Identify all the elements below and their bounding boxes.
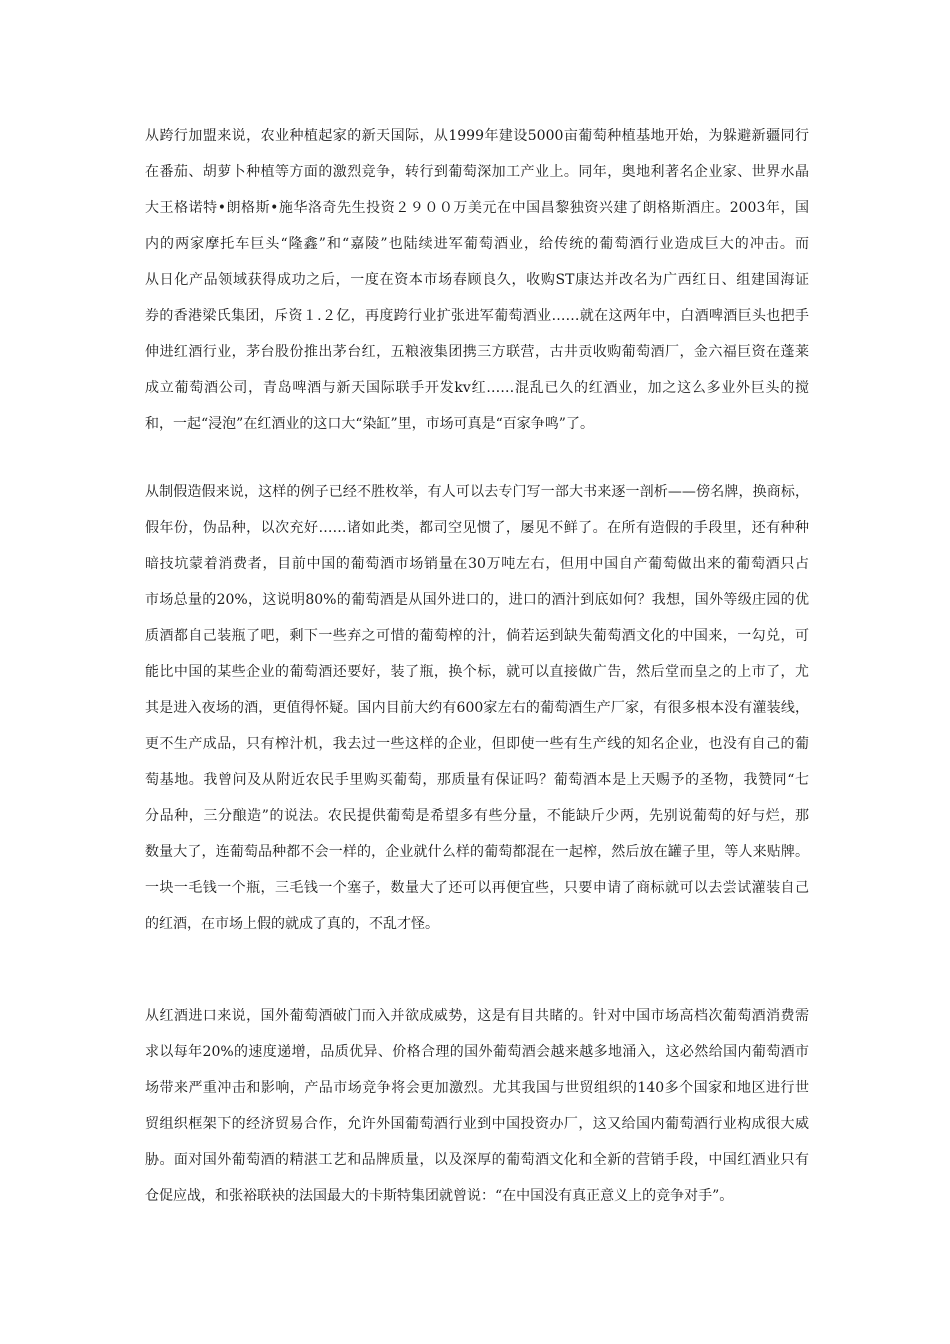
text-line: 一块一毛钱一个瓶，三毛钱一个塞子，数量大了还可以再便宜些，只要申请了商标就可以去尝试灌装自己 — [145, 880, 809, 896]
text-line: 萄基地。我曾问及从附近农民手里购买葡萄，那质量有保证吗？葡萄酒本是上天赐予的圣物，我赞同“七 — [145, 772, 809, 788]
text-line: 成立葡萄酒公司，青岛啤酒与新天国际联手开发kv红……混乱已久的红酒业，加之这么多业外巨头的搅 — [145, 380, 809, 396]
text-line: 数量大了，连葡萄品种都不会一样的，企业就什么样的葡萄都混在一起榨，然后放在罐子里，等人来贴牌。 — [145, 844, 809, 860]
paragraph-cross-industry-entry — [145, 118, 809, 442]
text-line: 的红酒，在市场上假的就成了真的，不乱才怪。 — [145, 916, 439, 932]
text-line: 求以每年20%的速度递增，品质优异、价格合理的国外葡萄酒会越来越多地涌入，这必然给国内葡萄酒市 — [145, 1044, 809, 1060]
text-line: 场带来严重冲击和影响，产品市场竞争将会更加激烈。尤其我国与世贸组织的140多个国家和地区进行世 — [145, 1080, 809, 1096]
text-line: 质酒都自己装瓶了吧，剩下一些弃之可惜的葡萄榨的汁，倘若运到缺失葡萄酒文化的中国来，一勾兑，可 — [145, 628, 809, 644]
text-line: 胁。面对国外葡萄酒的精湛工艺和品牌质量，以及深厚的葡萄酒文化和全新的营销手段，中国红酒业只有 — [145, 1152, 809, 1168]
paragraph-wine-imports — [145, 998, 809, 1214]
text-line: 和，一起“浸泡”在红酒业的这口大“染缸”里，市场可真是“百家争鸣”了。 — [145, 416, 594, 432]
text-line: 仓促应战，和张裕联袂的法国最大的卡斯特集团就曾说：“在中国没有真正意义上的竞争对手”。 — [145, 1188, 734, 1204]
text-line: 内的两家摩托车巨头“隆鑫”和“嘉陵”也陆续进军葡萄酒业，给传统的葡萄酒行业造成巨大的冲击。而 — [145, 236, 809, 252]
paragraph-counterfeiting — [145, 474, 809, 942]
text-line: 在番茄、胡萝卜种植等方面的激烈竞争，转行到葡萄深加工产业上。同年，奥地利著名企业家、世界水晶 — [145, 164, 809, 180]
text-line: 能比中国的某些企业的葡萄酒还要好，装了瓶，换个标，就可以直接做广告，然后堂而皇之的上市了，尤 — [145, 664, 809, 680]
text-line: 从跨行加盟来说，农业种植起家的新天国际，从1999年建设5000亩葡萄种植基地开始，为躲避新疆同行 — [145, 128, 809, 144]
text-line: 从红酒进口来说，国外葡萄酒破门而入并欲成威势，这是有目共睹的。针对中国市场高档次葡萄酒消费需 — [145, 1008, 809, 1024]
text-line: 大王格诺特•朗格斯•施华洛奇先生投资２９００万美元在中国昌黎独资兴建了朗格斯酒庄。2003年，国 — [145, 200, 809, 216]
text-line: 分品种，三分酿造”的说法。农民提供葡萄是希望多有些分量，不能缺斤少两，先别说葡萄的好与烂，那 — [145, 808, 809, 824]
text-line: 贸组织框架下的经济贸易合作，允许外国葡萄酒行业到中国投资办厂，这又给国内葡萄酒行业构成很大威 — [145, 1116, 809, 1132]
text-line: 伸进红酒行业，茅台股份推出茅台红，五粮液集团携三方联营，古井贡收购葡萄酒厂，金六福巨资在蓬莱 — [145, 344, 809, 360]
text-line: 市场总量的20%，这说明80%的葡萄酒是从国外进口的，进口的酒汁到底如何？我想，国外等级庄园的优 — [145, 592, 809, 608]
text-line: 假年份，伪品种，以次充好……诸如此类，都司空见惯了，屡见不鲜了。在所有造假的手段里，还有种种 — [145, 520, 809, 536]
text-line: 暗技坑蒙着消费者，目前中国的葡萄酒市场销量在30万吨左右，但用中国自产葡萄做出来的葡萄酒只占 — [145, 556, 809, 572]
text-line: 更不生产成品，只有榨汁机，我去过一些这样的企业，但即使一些有生产线的知名企业，也没有自己的葡 — [145, 736, 809, 752]
text-line: 从日化产品领域获得成功之后，一度在资本市场春顾良久，收购ST康达并改名为广西红日、组建国海证 — [145, 272, 809, 288]
text-line: 券的香港梁氏集团，斥资１.２亿，再度跨行业扩张进军葡萄酒业……就在这两年中，白酒啤酒巨头也把手 — [145, 308, 809, 324]
text-line: 从制假造假来说，这样的例子已经不胜枚举，有人可以去专门写一部大书来逐一剖析——傍名牌，换商标， — [145, 484, 809, 500]
text-line: 其是进入夜场的酒，更值得怀疑。国内目前大约有600家左右的葡萄酒生产厂家，有很多根本没有灌装线， — [145, 700, 809, 716]
